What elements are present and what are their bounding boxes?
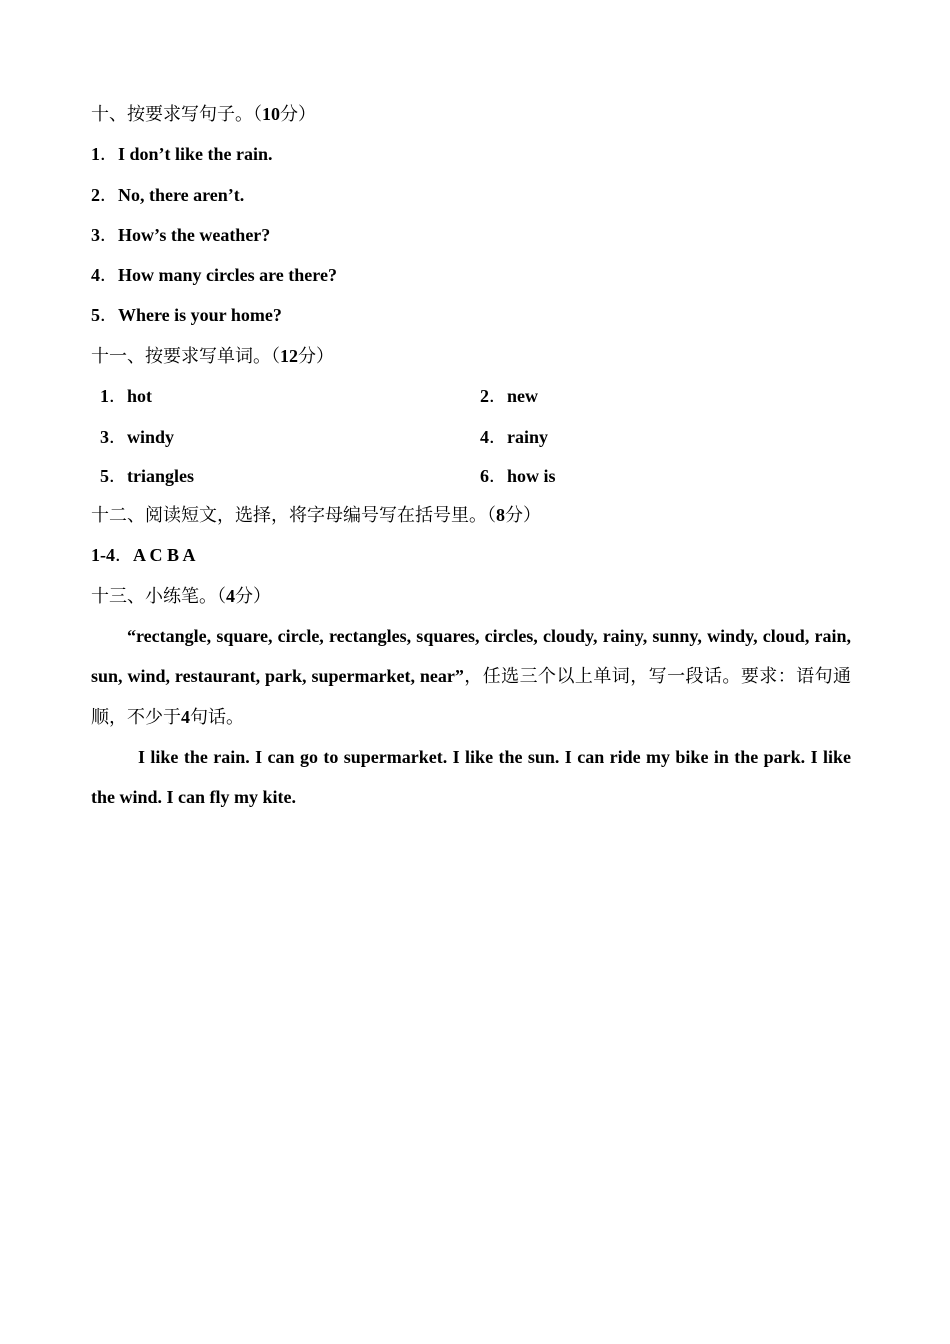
item-number: 5 (100, 466, 109, 487)
item-separator: ． (109, 386, 127, 407)
item-separator: ． (100, 144, 118, 165)
section-10-heading-pre: 十、按要求写句子。（ (91, 104, 262, 124)
item-answer: A C B A (133, 545, 196, 566)
section-11-item-6 (471, 457, 851, 495)
prompt-instruction: ，任选三个以上单词，写一段话。要求：语句通顺，不少于 (91, 666, 852, 727)
item-answer: I don’t like the rain. (118, 144, 273, 165)
prompt-instruction-end: 句话。 (190, 706, 244, 727)
section-11-heading-post: 分） (298, 345, 334, 366)
section-10-item-1 (91, 134, 851, 174)
section-13-score: 4 (226, 585, 235, 606)
section-11-heading (91, 336, 851, 376)
section-10-heading-post: 分） (280, 104, 316, 124)
section-10-item-5 (91, 295, 851, 335)
section-11-row-3 (91, 457, 851, 495)
item-separator: ． (489, 427, 507, 448)
item-number: 1-4 (91, 545, 115, 566)
item-number: 1 (91, 144, 100, 165)
section-13-heading (91, 576, 851, 616)
item-answer: How’s the weather? (118, 224, 271, 245)
item-number: 1 (100, 386, 109, 407)
section-11-item-1 (91, 376, 471, 417)
item-separator: ． (100, 224, 118, 245)
section-10-item-4 (91, 255, 851, 295)
section-13-heading-pre: 十三、小练笔。（ (91, 585, 226, 606)
item-number: 3 (100, 427, 109, 448)
item-separator: ． (100, 265, 118, 286)
item-separator: ． (109, 427, 127, 448)
item-number: 2 (480, 386, 489, 407)
item-number: 4 (480, 427, 489, 448)
item-separator: ． (115, 545, 133, 566)
item-number: 2 (91, 184, 100, 205)
section-11-item-3 (91, 417, 471, 457)
item-separator: ． (489, 466, 507, 487)
section-13-heading-post: 分） (235, 585, 271, 606)
item-answer: triangles (127, 466, 194, 487)
section-11-heading-pre: 十一、按要求写单词。（ (91, 345, 280, 366)
item-answer: new (507, 386, 538, 407)
section-12-heading-post: 分） (505, 505, 541, 526)
section-11-item-4 (471, 417, 851, 457)
item-answer: Where is your home? (118, 305, 282, 326)
item-number: 6 (480, 466, 489, 487)
section-12-answer (91, 535, 851, 575)
section-12-heading (91, 495, 851, 535)
item-separator: ． (109, 466, 127, 487)
section-10-item-2 (91, 175, 851, 215)
item-answer: windy (127, 427, 175, 448)
section-12-heading-pre: 十二、阅读短文，选择，将字母编号写在括号里。（ (91, 505, 496, 526)
item-number: 3 (91, 224, 100, 245)
answer-key-page (91, 94, 851, 817)
item-answer: No, there aren’t. (118, 184, 245, 205)
section-11-item-2 (471, 376, 851, 417)
section-13-prompt (91, 616, 851, 737)
prompt-sentence-count: 4 (181, 706, 190, 727)
section-11-score: 12 (280, 345, 298, 366)
section-12-score: 8 (496, 505, 505, 526)
section-10-score: 10 (262, 104, 280, 124)
section-10-heading (91, 94, 851, 134)
item-number: 5 (91, 305, 100, 326)
item-answer: rainy (507, 427, 549, 448)
section-11-row-1 (91, 376, 851, 417)
item-answer: how is (507, 466, 556, 487)
item-separator: ． (489, 386, 507, 407)
section-11-item-5 (91, 457, 471, 495)
item-separator: ． (100, 184, 118, 205)
item-number: 4 (91, 265, 100, 286)
item-answer: hot (127, 386, 153, 407)
prompt-word-list: “rectangle, square, circle, rectangles, squares, circles, cloudy, rainy, sunny, windy, cloud, rain, sun, wind, restaurant, park, supermarket, near” (91, 625, 851, 687)
section-10-item-3 (91, 215, 851, 255)
item-answer: How many circles are there? (118, 265, 337, 286)
section-11-row-2 (91, 417, 851, 457)
item-separator: ． (100, 305, 118, 326)
section-13-answer: I like the rain. I can go to supermarket. I like the sun. I can ride my bike in the park. I like the wind. I can fly my kite. (91, 746, 851, 808)
